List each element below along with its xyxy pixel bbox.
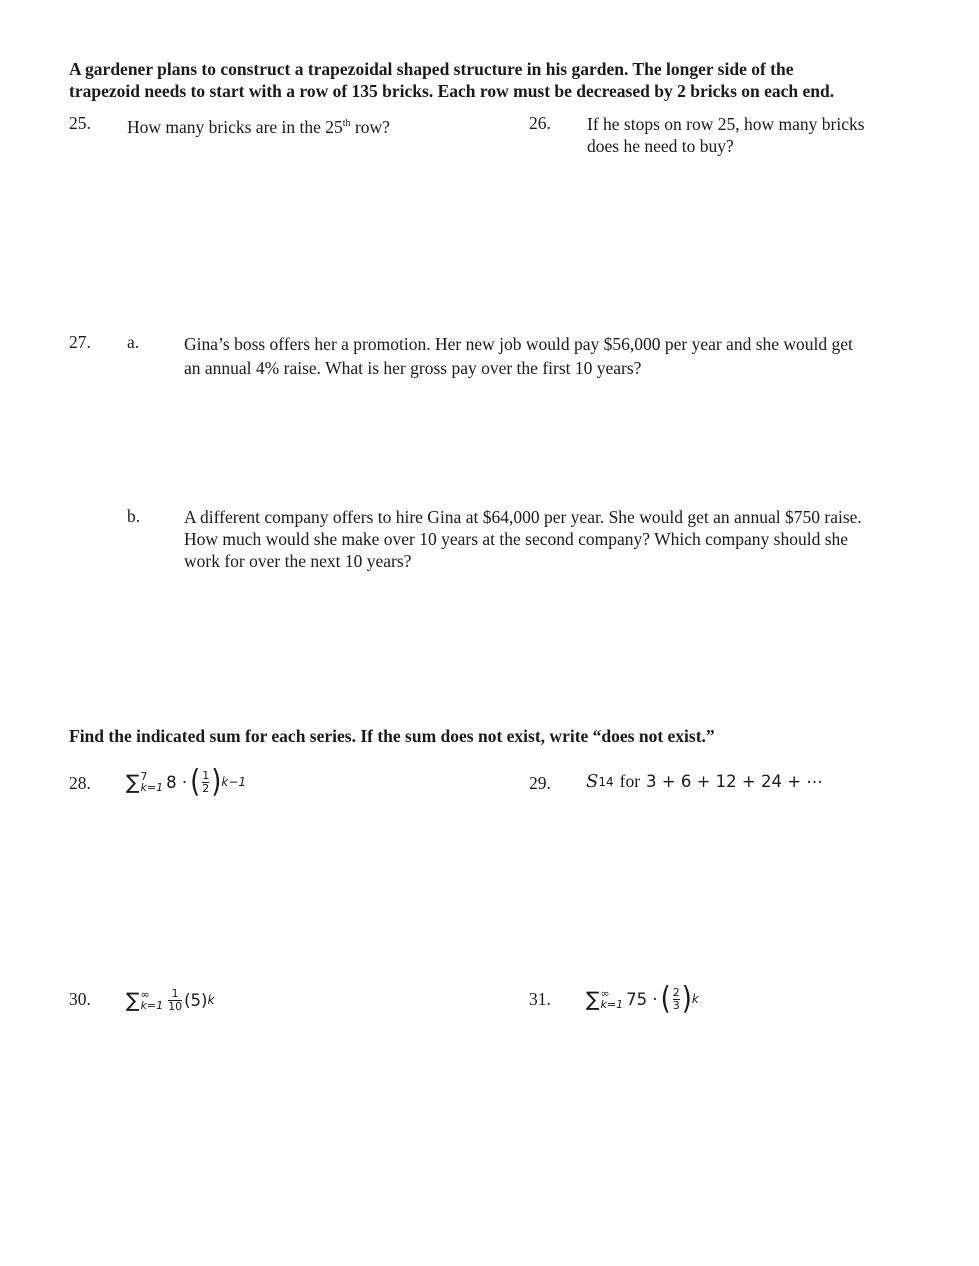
q28-coefficient: 8 · — [166, 772, 188, 792]
q28-expression — [126, 760, 246, 804]
q27a-line-1: Gina’s boss offers her a promotion. Her new job would pay $56,000 per year and she would get — [184, 334, 853, 354]
instructions-line-1: A gardener plans to construct a trapezoidal shaped structure in his garden. The longer side of the — [69, 59, 794, 79]
q31-limits — [600, 988, 623, 1010]
section-instructions — [69, 58, 919, 102]
q29-series: 3 + 6 + 12 + 24 + ⋯ — [646, 772, 823, 791]
q31-left-paren: ( — [660, 981, 671, 1017]
q30-upper-limit: ∞ — [140, 988, 150, 1001]
q30-base: (5) — [184, 990, 208, 1010]
q28-upper-limit: 7 — [140, 770, 148, 783]
q27-part-b-label: b. — [127, 506, 141, 526]
question-26-text — [587, 113, 865, 157]
q28-lower-limit: k=1 — [140, 781, 164, 794]
q31-frac-denominator: 3 — [672, 998, 680, 1012]
q31-frac-numerator: 2 — [672, 985, 680, 999]
section-2-instructions: Find the indicated sum for each series. If the sum does not exist, write “does not exist.” — [69, 726, 715, 746]
q30-frac-numerator: 1 — [171, 986, 179, 1000]
q27b-line-2: How much would she make over 10 years at the second company? Which company should she — [184, 529, 849, 549]
question-number-25: 25. — [69, 113, 91, 133]
q31-fraction — [673, 987, 680, 1012]
q29-for: for — [619, 771, 641, 791]
question-number-29: 29. — [529, 773, 551, 793]
q27a-line-2: an annual 4% raise. What is her gross pay over the first 10 years? — [184, 358, 642, 378]
q31-exponent: k — [691, 992, 699, 1006]
question-25-text — [127, 113, 390, 138]
q31-expression — [586, 977, 699, 1021]
question-27b-text — [184, 506, 862, 572]
q26-line-2: does he need to buy? — [587, 136, 734, 156]
question-27a-text — [184, 332, 853, 380]
q30-frac-denominator: 10 — [168, 999, 183, 1013]
question-number-28: 28. — [69, 773, 91, 793]
q28-exponent: k−1 — [221, 775, 247, 789]
q25-text-after: row? — [350, 117, 390, 137]
q30-exponent: k — [207, 993, 215, 1007]
question-number-31: 31. — [529, 989, 551, 1009]
sigma-symbol: ∑ — [126, 770, 140, 794]
q28-fraction — [202, 770, 209, 795]
q26-line-1: If he stops on row 25, how many bricks — [587, 114, 865, 134]
q29-expression — [586, 771, 823, 792]
q31-coefficient: 75 · — [626, 989, 658, 1009]
q30-expression — [126, 980, 214, 1020]
instructions-line-2: trapezoid needs to start with a row of 135 bricks. Each row must be decreased by 2 bricks on each end. — [69, 81, 835, 101]
q27-part-a-label: a. — [127, 332, 140, 352]
q25-superscript: th — [342, 118, 351, 129]
question-number-30: 30. — [69, 989, 91, 1009]
q31-lower-limit: k=1 — [600, 998, 624, 1011]
q30-fraction — [168, 988, 182, 1013]
q27b-line-3: work for over the next 10 years? — [184, 551, 412, 571]
q28-right-paren: ) — [211, 764, 222, 800]
sigma-symbol: ∑ — [586, 987, 600, 1011]
q29-s-symbol: S — [586, 771, 599, 792]
q30-lower-limit: k=1 — [140, 999, 164, 1012]
q27b-line-1: A different company offers to hire Gina at $64,000 per year. She would get an annual $750 raise. — [184, 507, 862, 527]
q29-subscript: 14 — [598, 774, 614, 789]
sigma-symbol: ∑ — [126, 988, 140, 1012]
q31-upper-limit: ∞ — [600, 987, 610, 1000]
question-number-27: 27. — [69, 332, 91, 352]
q30-limits — [140, 989, 163, 1011]
q28-frac-denominator: 2 — [202, 781, 210, 795]
q25-text-before: How many bricks are in the 25 — [127, 117, 343, 137]
q31-right-paren: ) — [681, 981, 692, 1017]
question-number-26: 26. — [529, 113, 551, 133]
q28-limits — [140, 771, 163, 793]
q28-left-paren: ( — [190, 764, 201, 800]
q28-frac-numerator: 1 — [202, 768, 210, 782]
